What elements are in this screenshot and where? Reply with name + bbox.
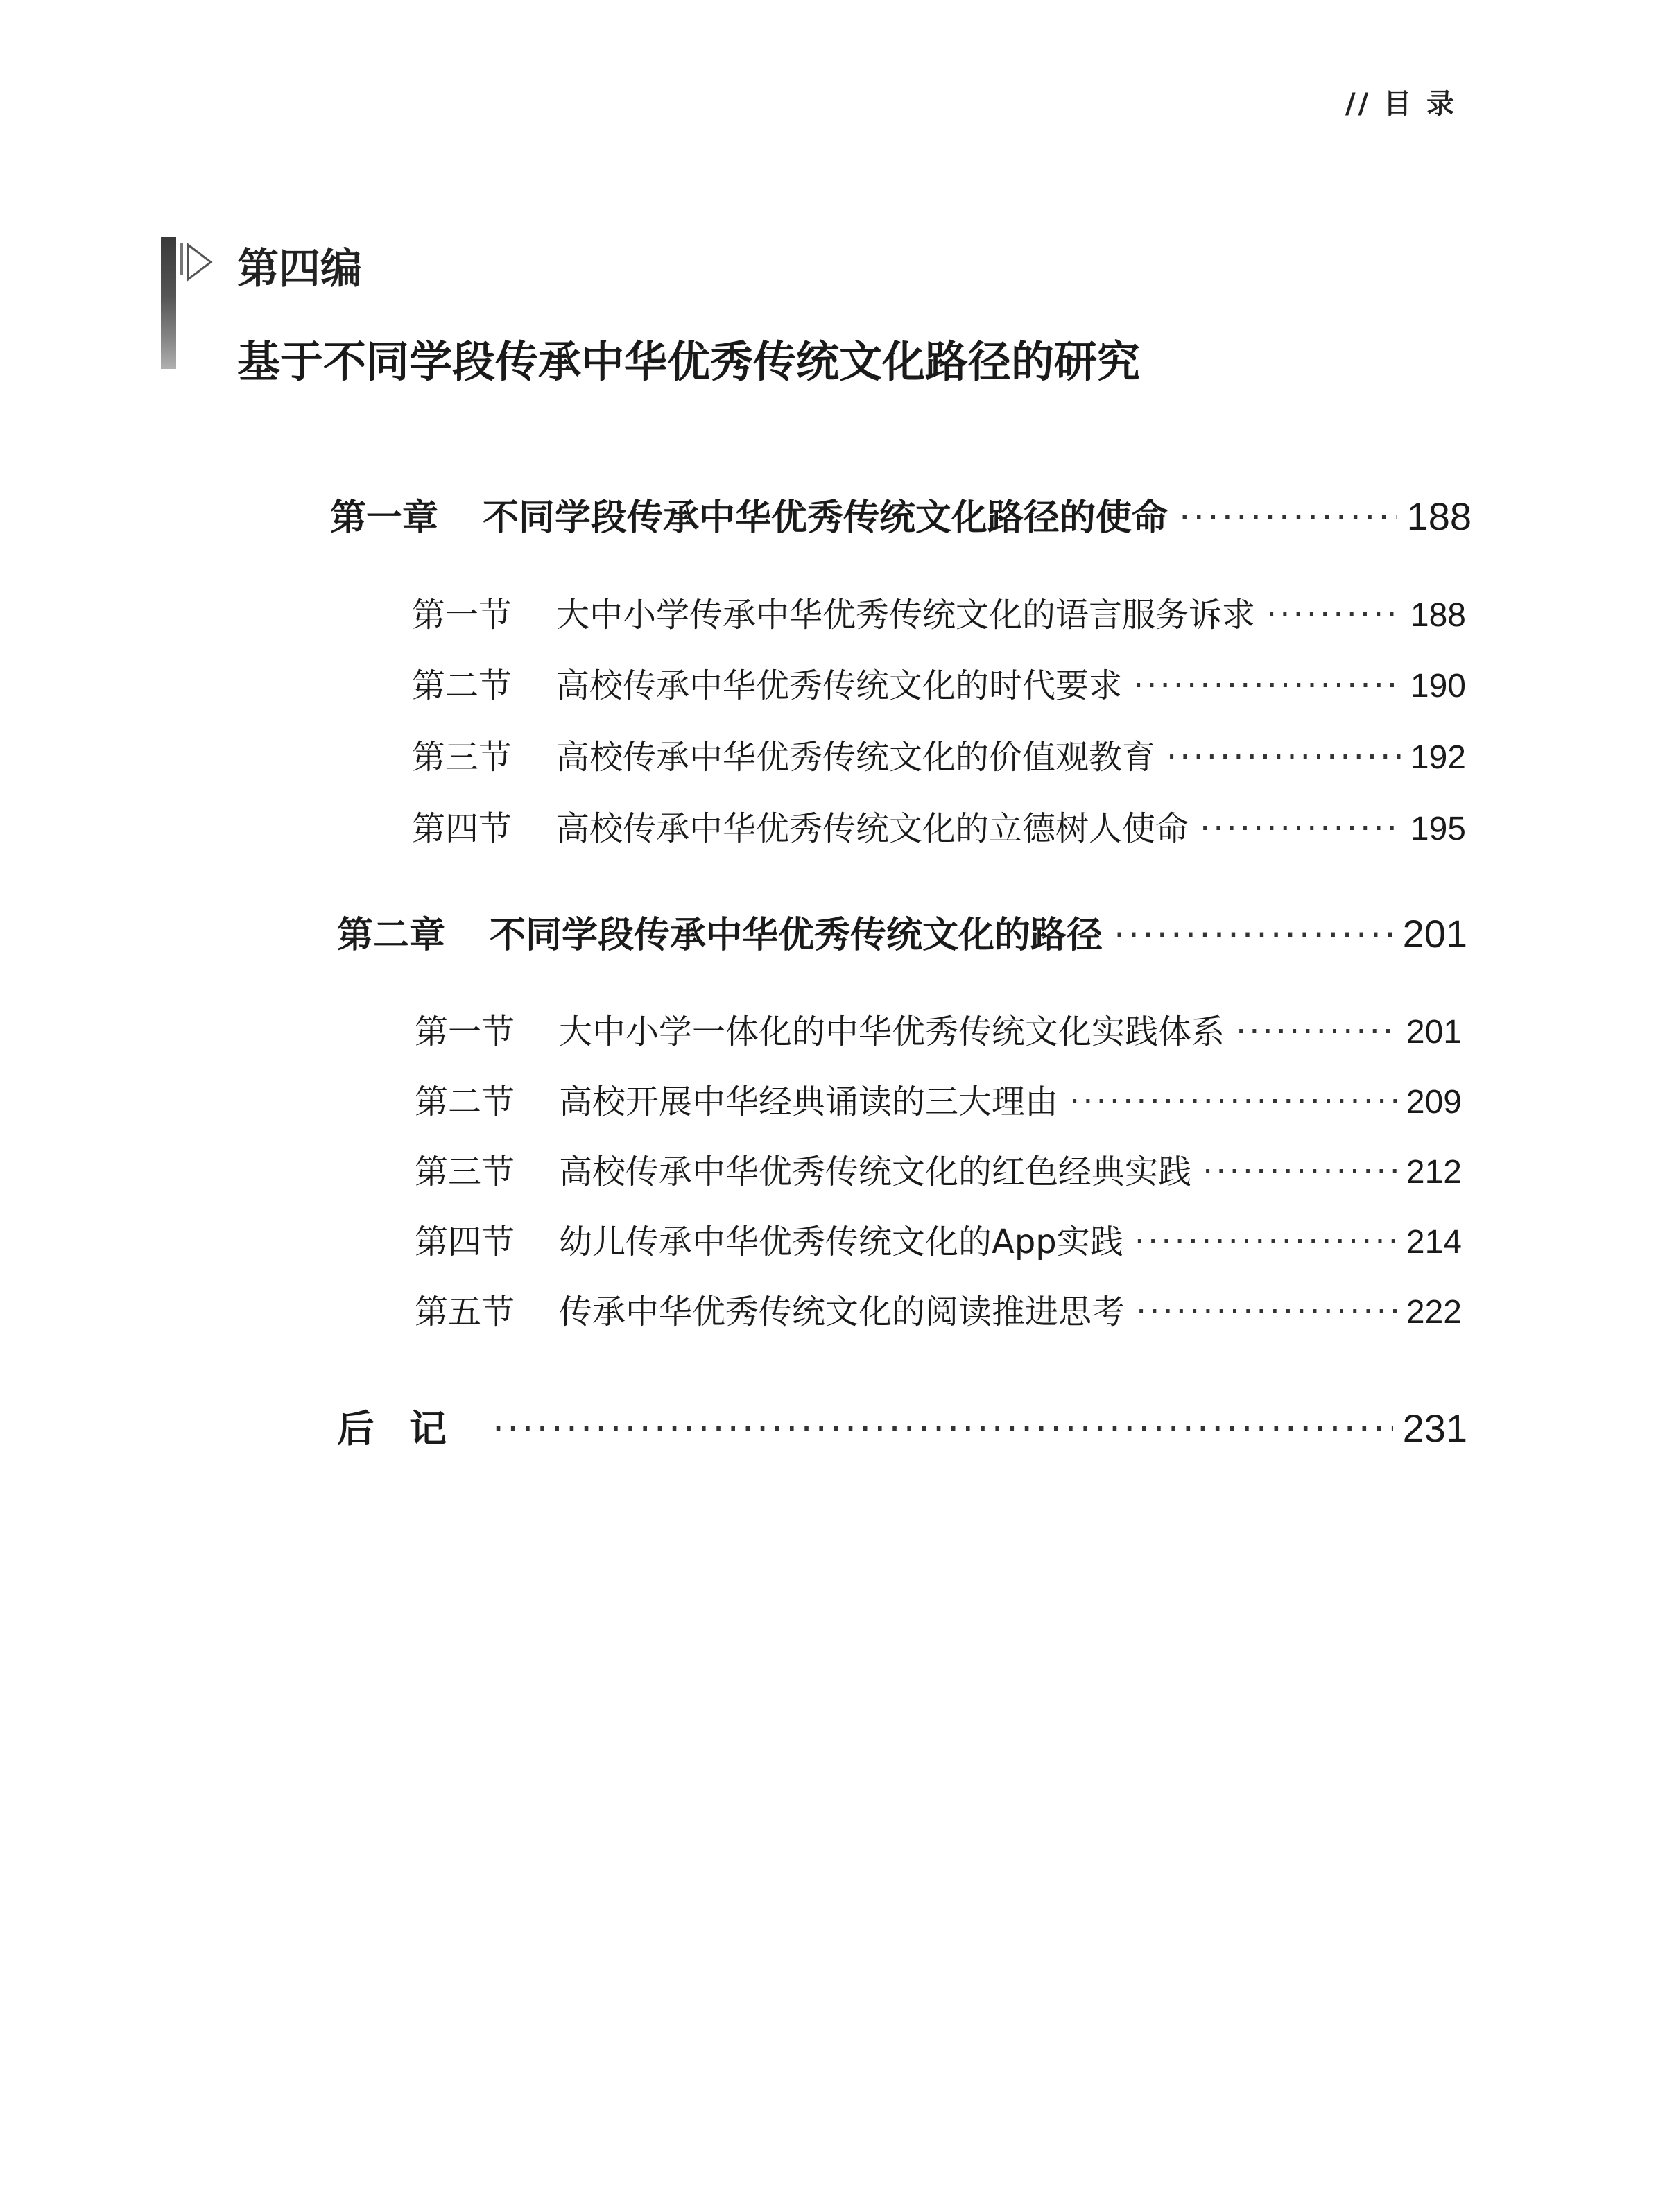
- chapter-title: 不同学段传承中华优秀传统文化的路径: [490, 915, 1103, 956]
- section-title: 高校传承中华优秀传统文化的时代要求: [556, 666, 1123, 705]
- section-title: 传承中华优秀传统文化的阅读推进思考: [559, 1293, 1125, 1331]
- dot-leader: [1266, 596, 1401, 634]
- dot-leader: [1069, 1082, 1397, 1121]
- section-number: 第三节: [412, 738, 512, 777]
- toc-section-2-5[interactable]: [415, 1285, 1462, 1333]
- running-head: // 目 录: [1345, 88, 1458, 120]
- dot-leader: [492, 1407, 1393, 1451]
- section-number: 第二节: [415, 1082, 515, 1121]
- page-number: 214: [1406, 1224, 1462, 1261]
- page-number: 209: [1406, 1084, 1462, 1121]
- chapter-title: 不同学段传承中华优秀传统文化路径的使命: [483, 497, 1168, 539]
- section-number: 第四节: [412, 809, 512, 848]
- page-number: 188: [1410, 597, 1466, 634]
- page-number: 212: [1406, 1154, 1462, 1191]
- dot-leader: [1200, 809, 1401, 848]
- section-number: 第二节: [412, 666, 512, 705]
- toc-section-2-2[interactable]: [415, 1075, 1462, 1123]
- dot-leader: [1136, 1293, 1397, 1331]
- toc-section-2-1[interactable]: [415, 1005, 1462, 1053]
- part-title: 基于不同学段传承中华优秀传统文化路径的研究: [237, 336, 1141, 387]
- part-marker-line: [180, 243, 183, 275]
- afterword-label: 后记: [337, 1407, 481, 1451]
- dot-leader: [1133, 666, 1401, 705]
- part-marker-icon: [161, 237, 216, 376]
- toc-section-1-2[interactable]: [412, 659, 1466, 707]
- section-title: 高校传承中华优秀传统文化的红色经典实践: [559, 1152, 1192, 1191]
- toc-section-1-4[interactable]: [412, 802, 1466, 849]
- toc-section-2-4[interactable]: [415, 1215, 1462, 1263]
- part-label: 第四编: [237, 245, 362, 293]
- dot-leader: [1179, 497, 1397, 539]
- triangle-marker-icon: [186, 243, 214, 282]
- part-marker-bar: [161, 237, 176, 369]
- toc-afterword[interactable]: [337, 1399, 1467, 1453]
- section-number: 第三节: [415, 1152, 515, 1191]
- page-number: 201: [1402, 912, 1467, 956]
- page-number: 192: [1410, 739, 1466, 776]
- toc-section-1-1[interactable]: [412, 588, 1466, 636]
- section-title: 大中小学一体化的中华优秀传统文化实践体系: [559, 1012, 1225, 1051]
- section-number: 第四节: [415, 1222, 515, 1261]
- section-title: 高校开展中华经典诵读的三大理由: [559, 1082, 1059, 1121]
- section-number: 第一节: [412, 596, 512, 634]
- section-number: 第一节: [415, 1012, 515, 1051]
- page-number: 188: [1406, 494, 1472, 538]
- section-title: 高校传承中华优秀传统文化的立德树人使命: [556, 809, 1189, 848]
- page-number: 222: [1406, 1294, 1462, 1331]
- dot-leader: [1236, 1012, 1397, 1051]
- page-number: 231: [1402, 1406, 1467, 1450]
- chapter-number: 第一章: [330, 497, 439, 539]
- toc-chapter-2[interactable]: [337, 906, 1467, 958]
- chapter-number: 第二章: [337, 915, 446, 956]
- dot-leader: [1114, 915, 1393, 956]
- section-title: 大中小学传承中华优秀传统文化的语言服务诉求: [556, 596, 1256, 634]
- section-title: 高校传承中华优秀传统文化的价值观教育: [556, 738, 1156, 777]
- page-number: 201: [1406, 1014, 1462, 1051]
- dot-leader: [1135, 1222, 1397, 1261]
- page-number: 190: [1410, 668, 1466, 705]
- section-number: 第五节: [415, 1293, 515, 1331]
- toc-section-1-3[interactable]: [412, 730, 1466, 778]
- dot-leader: [1166, 738, 1401, 777]
- page-number: 195: [1410, 811, 1466, 847]
- dot-leader: [1202, 1152, 1397, 1191]
- toc-section-2-3[interactable]: [415, 1145, 1462, 1193]
- toc-chapter-1[interactable]: [330, 488, 1472, 540]
- section-title: 幼儿传承中华优秀传统文化的App实践: [559, 1222, 1123, 1261]
